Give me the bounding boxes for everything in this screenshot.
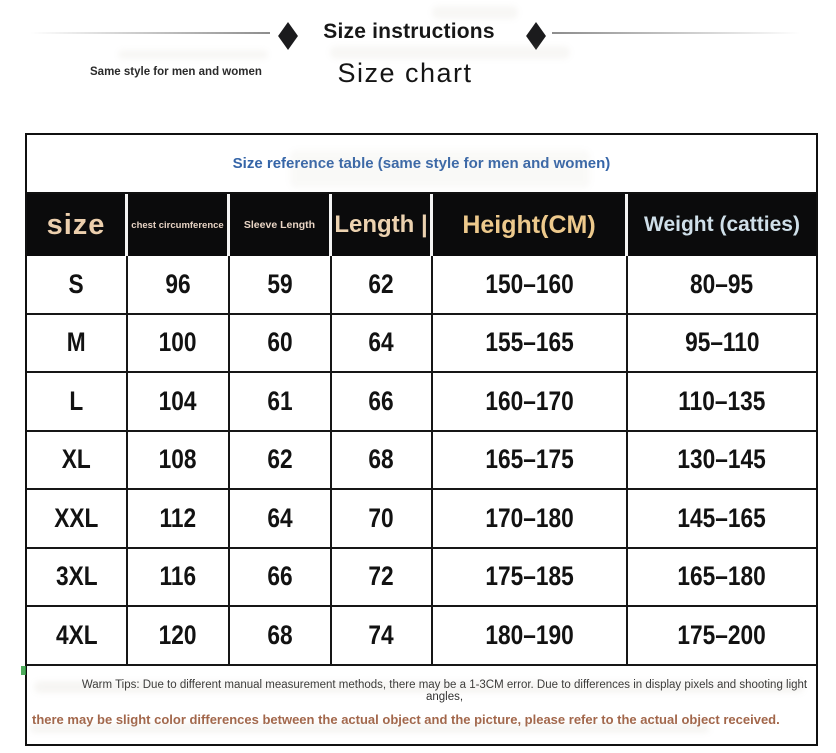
cell-text: 3XL [55,561,98,592]
cell-text: 60 [267,327,293,358]
value-cell [628,256,816,313]
cell-text: 74 [368,619,395,650]
cell-text: 62 [267,444,293,475]
value-cell [628,490,816,547]
size-cell [27,490,128,547]
page-title: Size instructions [323,20,495,43]
value-cell [433,373,628,430]
cell-text: 70 [368,502,395,533]
table-row [27,373,816,432]
cell-text: XL [61,444,91,475]
cell-text: S [68,268,85,299]
cell-text: 66 [267,561,293,592]
table-body [27,256,816,666]
cell-text: 150–160 [485,268,574,299]
cell-text: 80–95 [690,268,754,299]
value-cell [128,373,230,430]
value-cell [433,256,628,313]
divider-line-right [552,32,800,34]
value-cell [128,490,230,547]
value-cell [628,549,816,606]
value-cell [332,490,433,547]
cell-text: 95–110 [684,327,760,358]
size-cell [27,607,128,664]
value-cell [332,256,433,313]
value-cell [230,432,332,489]
cell-text: 112 [159,502,197,533]
col-header-size: size [27,194,128,256]
value-cell [332,432,433,489]
cell-text: 4XL [55,619,98,650]
value-cell [332,549,433,606]
unisex-note: Same style for men and women [90,66,262,78]
size-cell [27,549,128,606]
value-cell [230,315,332,372]
table-caption: Size reference table (same style for men and women) [27,135,816,194]
cell-text: 66 [368,385,395,416]
size-table [25,133,818,746]
cell-text: 108 [159,444,197,475]
cell-text: 68 [368,444,395,475]
table-row [27,432,816,491]
table-row [27,490,816,549]
cell-text: M [67,327,86,358]
value-cell [128,315,230,372]
cell-text: 165–175 [485,444,574,475]
cell-text: 120 [159,619,197,650]
cell-text: 165–180 [677,561,767,592]
col-header-sleeve: Sleeve Length [230,194,332,256]
table-row [27,256,816,315]
warm-tips-line2: there may be slight color differences between the actual object and the picture, please refer to the actual object received. [32,711,780,727]
cell-text: 64 [267,502,293,533]
cell-text: 180–190 [485,619,574,650]
value-cell [128,549,230,606]
col-header-length: Length | [332,194,433,256]
cell-text: XXL [54,502,99,533]
value-cell [230,256,332,313]
value-cell [128,432,230,489]
value-cell [433,607,628,664]
cell-text: 175–200 [677,619,767,650]
size-cell [27,315,128,372]
diamond-icon: ◆ [526,12,546,55]
value-cell [230,490,332,547]
cell-text: 160–170 [485,385,574,416]
value-cell [230,607,332,664]
value-cell [230,373,332,430]
cell-text: 130–145 [677,444,767,475]
value-cell [433,432,628,489]
cell-text: 155–165 [485,327,574,358]
cell-text: 64 [368,327,395,358]
table-header-row [27,194,816,256]
value-cell [628,315,816,372]
cell-text: 100 [159,327,197,358]
warm-tips-line1: Warm Tips: Due to different manual measurement methods, there may be a 1-3CM error. Due to differences in display pixels and shooting light angles, [81,678,808,703]
col-header-weight: Weight (catties) [628,194,816,256]
cell-text: 170–180 [485,502,574,533]
col-header-chest: chest circumference [128,194,230,256]
cell-text: 72 [368,561,395,592]
cell-text: 61 [267,385,293,416]
value-cell [128,256,230,313]
value-cell [332,373,433,430]
warm-tips [27,666,816,744]
cell-text: 110–135 [678,385,766,416]
cell-text: 116 [159,561,197,592]
value-cell [128,607,230,664]
table-row [27,607,816,666]
value-cell [433,549,628,606]
value-cell [433,490,628,547]
diamond-icon: ◆ [278,12,298,55]
banner [0,0,836,133]
size-cell [27,373,128,430]
size-cell [27,432,128,489]
cell-text: L [69,385,84,416]
table-row [27,315,816,374]
value-cell [332,607,433,664]
value-cell [332,315,433,372]
value-cell [230,549,332,606]
value-cell [433,315,628,372]
size-chart-heading: Size chart [337,58,473,88]
col-header-height: Height(CM) [433,194,628,256]
table-row [27,549,816,608]
cell-text: 145–165 [677,502,767,533]
cell-text: 62 [368,268,395,299]
cell-text: 175–185 [485,561,574,592]
cell-text: 96 [165,268,191,299]
cell-text: 68 [267,619,293,650]
value-cell [628,607,816,664]
cell-text: 59 [267,268,293,299]
value-cell [628,373,816,430]
size-cell [27,256,128,313]
value-cell [628,432,816,489]
cell-text: 104 [159,385,197,416]
